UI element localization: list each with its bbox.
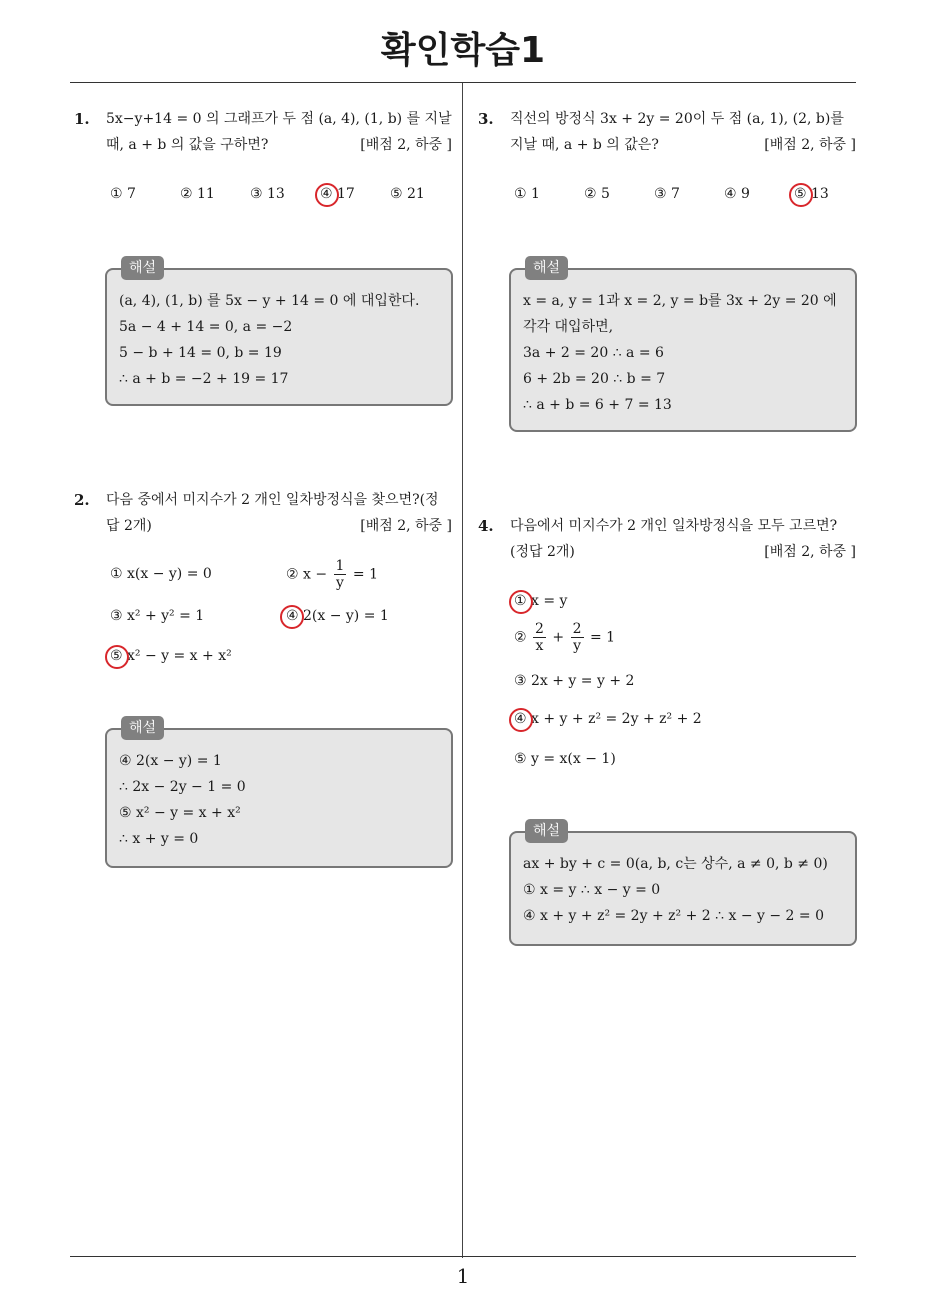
score-meta: [배점 2, 하중 ] (764, 544, 856, 560)
solution-line: x = a, y = 1과 x = 2, y = b를 3x + 2y = 20 에 (523, 293, 837, 309)
score-meta: [배점 2, 하중 ] (360, 137, 452, 153)
question-text-line2: 지날 때, a + b 의 값은? (510, 137, 659, 153)
solution-line: ① x = y ∴ x − y = 0 (523, 882, 661, 898)
fraction (571, 621, 584, 654)
question-4 (478, 513, 856, 565)
choice-2-rhs: = 1 (352, 566, 378, 583)
question-2-choices (110, 558, 440, 676)
question-text-line2: 답 2개) (106, 518, 152, 534)
solution-box-4 (509, 823, 857, 946)
solution-line: ∴ a + b = 6 + 7 = 13 (523, 397, 672, 413)
answer-circle-mark (315, 183, 339, 207)
choice-4[interactable]: ④ 2(x − y) = 1 (286, 608, 389, 624)
choice-4[interactable]: ④ 9 (724, 186, 750, 202)
choice-2[interactable]: ② 5 (584, 186, 610, 202)
answer-circle-mark (105, 645, 129, 669)
fraction-denominator: y (573, 638, 581, 654)
choice-3[interactable]: ③ 13 (250, 186, 285, 202)
choice-1[interactable]: ① x = y (514, 593, 568, 609)
solution-label: 해설 (121, 256, 164, 280)
question-text-line1: 5x−y+14 = 0 의 그래프가 두 점 (a, 4), (1, b) 를 지날 (106, 111, 452, 127)
choice-1[interactable]: ① 1 (514, 186, 540, 202)
page-number: 1 (456, 1264, 470, 1288)
solution-line: 5 − b + 14 = 0, b = 19 (119, 345, 282, 361)
solution-box-2 (105, 720, 453, 868)
answer-circle-mark (280, 605, 304, 629)
choice-5[interactable]: ⑤ x² − y = x + x² (110, 648, 232, 664)
answer-circle-mark (789, 183, 813, 207)
solution-box-3 (509, 260, 857, 432)
choice-3[interactable]: ③ 2x + y = y + 2 (514, 673, 635, 689)
solution-box-1 (105, 260, 453, 406)
solution-line: 각각 대입하면, (523, 319, 614, 335)
choice-2-rhs: = 1 (589, 629, 616, 646)
fraction (533, 621, 546, 654)
question-number: 4. (478, 517, 494, 535)
solution-label: 해설 (525, 256, 568, 280)
choice-1[interactable]: ① 7 (110, 186, 136, 202)
choice-2[interactable] (514, 621, 615, 654)
choice-3[interactable]: ③ 7 (654, 186, 680, 202)
choice-4[interactable]: ④ 17 (320, 186, 355, 202)
top-divider (70, 82, 856, 83)
fraction-numerator: 2 (572, 621, 582, 637)
choice-2[interactable]: ② 11 (180, 186, 215, 202)
solution-line: ∴ x + y = 0 (119, 831, 199, 847)
solution-line: ④ x + y + z² = 2y + z² + 2 ∴ x − y − 2 = 0 (523, 908, 824, 924)
solution-line: 3a + 2 = 20 ∴ a = 6 (523, 345, 664, 361)
choice-2-label: ② (514, 629, 527, 646)
solution-line: ax + by + c = 0(a, b, c는 상수, a ≠ 0, b ≠ 0) (523, 856, 828, 872)
solution-label: 해설 (525, 819, 568, 843)
choice-1[interactable]: ① x(x − y) = 0 (110, 566, 212, 582)
score-meta: [배점 2, 하중 ] (360, 518, 452, 534)
page-title: 확인학습1 (380, 30, 546, 71)
choice-5[interactable]: ⑤ y = x(x − 1) (514, 751, 616, 767)
solution-line: 5a − 4 + 14 = 0, a = −2 (119, 319, 293, 335)
answer-circle-mark (509, 708, 533, 732)
question-2 (74, 487, 452, 539)
solution-line: ④ 2(x − y) = 1 (119, 753, 222, 769)
choice-2[interactable] (286, 558, 378, 591)
plus-sign: + (552, 629, 565, 646)
fraction-denominator: y (336, 575, 344, 591)
solution-line: 6 + 2b = 20 ∴ b = 7 (523, 371, 666, 387)
question-text-line1: 다음에서 미지수가 2 개인 일차방정식을 모두 고르면? (510, 518, 838, 534)
answer-circle-mark (509, 590, 533, 614)
choice-2-lhs: ② x − (286, 566, 328, 583)
question-4-choices (514, 593, 844, 773)
bottom-divider (70, 1256, 856, 1257)
question-text-line2: (정답 2개) (510, 544, 575, 560)
question-text-line1: 직선의 방정식 3x + 2y = 20이 두 점 (a, 1), (2, b)를 (510, 111, 844, 127)
solution-line: ∴ 2x − 2y − 1 = 0 (119, 779, 246, 795)
fraction (334, 558, 347, 591)
solution-line: (a, 4), (1, b) 를 5x − y + 14 = 0 에 대입한다. (119, 293, 420, 309)
question-number: 1. (74, 110, 90, 128)
question-text-line2: 때, a + b 의 값을 구하면? (106, 137, 269, 153)
solution-line: ∴ a + b = −2 + 19 = 17 (119, 371, 289, 387)
score-meta: [배점 2, 하중 ] (764, 137, 856, 153)
question-number: 2. (74, 491, 90, 509)
choice-5[interactable]: ⑤ 13 (794, 186, 829, 202)
fraction-denominator: x (535, 638, 544, 654)
choice-3[interactable]: ③ x² + y² = 1 (110, 608, 205, 624)
column-divider (462, 83, 463, 1258)
choice-5[interactable]: ⑤ 21 (390, 186, 425, 202)
solution-label: 해설 (121, 716, 164, 740)
question-number: 3. (478, 110, 494, 128)
choice-4[interactable]: ④ x + y + z² = 2y + z² + 2 (514, 711, 702, 727)
fraction-numerator: 1 (335, 558, 345, 574)
question-3 (478, 106, 856, 158)
question-1 (74, 106, 452, 158)
question-text-line1: 다음 중에서 미지수가 2 개인 일차방정식을 찾으면?(정 (106, 492, 439, 508)
fraction-numerator: 2 (535, 621, 544, 637)
solution-line: ⑤ x² − y = x + x² (119, 805, 241, 821)
